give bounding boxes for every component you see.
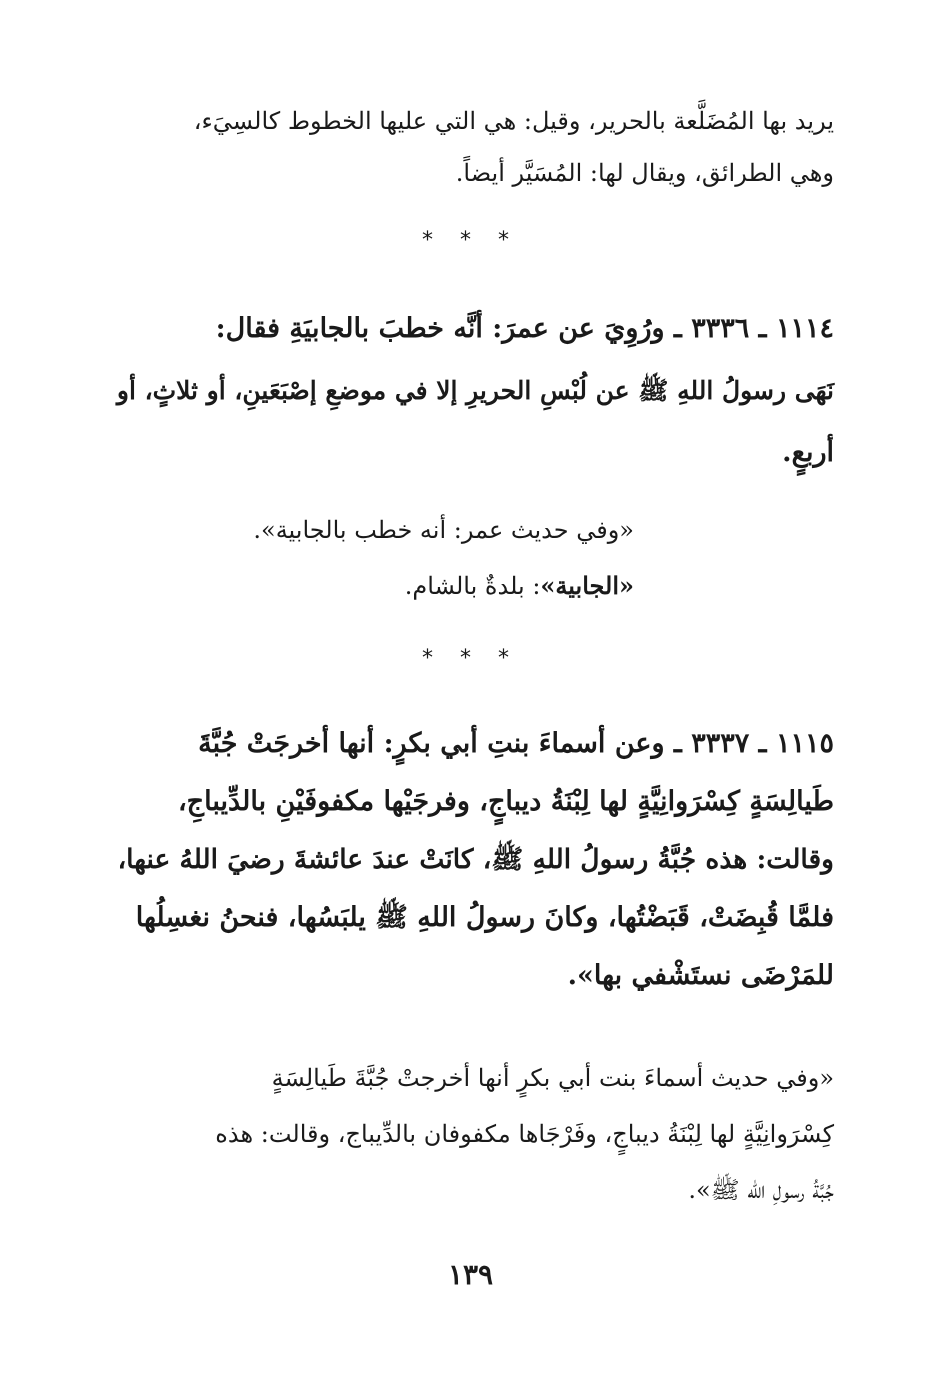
- page-number: ١٣٩: [447, 1258, 494, 1291]
- note-1115: [110, 1050, 834, 1218]
- note-1115-line-2: كِسْرَوانِيَّةٍ لها لِبْنَةُ ديباجٍ، وفَرْجَاها مكفوفان بالدِّيباج، وقالت: هذه: [215, 1120, 834, 1148]
- note-1114-line-2: [110, 558, 834, 614]
- intro-paragraph: [110, 95, 834, 199]
- note-1114-term: «الجابية»: [540, 571, 634, 600]
- intro-line-2: وهي الطرائق، ويقال لها: المُسَيَّر أيضاً.: [455, 159, 834, 187]
- note-1114-line-1: [110, 502, 834, 558]
- intro-line-1: يريد بها المُضَلَّعة بالحرير، وقيل: هي التي عليها الخطوط كالسِيَ‌ء،: [193, 107, 834, 135]
- hadith-1114: [110, 298, 834, 484]
- hadith-1115: [110, 715, 834, 1005]
- section-separator: * * *: [422, 228, 519, 253]
- hadith-1115-line-4: فلمَّا قُبِضَتْ، قَبَضْتُها، وكانَ رسولُ اللهِ ﷺ يلبَسُها، فنحنُ نغسِلُها: [135, 902, 834, 933]
- hadith-1114-line-3: أربعٍ.: [782, 437, 834, 468]
- note-1114-text-1: «وفي حديث عمر: أنه خطب بالجابية».: [253, 516, 634, 544]
- note-1114-definition: : بلدةٌ بالشام.: [404, 572, 541, 600]
- hadith-1114-line-1: ١١١٤ ـ ٣٣٣٦ ـ ورُوِيَ عن عمرَ: أنَّه خطبَ بالجابيَةِ فقال:: [215, 313, 834, 344]
- note-1115-line-1: «وفي حديث أسماءَ بنت أبي بكرٍ أنها أخرجتْ جُبَّةَ طَيالِسَةٍ: [271, 1064, 834, 1092]
- note-1115-line-3: جُبَّةُ رسولِ الله ﷺ».: [688, 1176, 834, 1204]
- hadith-1115-line-5: للمَرْضَى نستَشْفي بها».: [567, 960, 834, 991]
- hadith-1115-line-3: وقالت: هذه جُبَّةُ رسولُ اللهِ ﷺ، كانَتْ عندَ عائشةَ رضيَ اللهُ عنها،: [117, 844, 834, 875]
- hadith-1115-line-2: طَيالِسَةٍ كِسْرَوانِيَّةٍ لها لِبْنَةُ ديباجٍ، وفرجَيْها مكفوفَيْنِ بالدِّيباجِ،: [177, 786, 834, 817]
- section-separator-2: * * *: [422, 646, 519, 671]
- hadith-1115-line-1: ١١١٥ ـ ٣٣٣٧ ـ وعن أسماءَ بنتِ أبي بكرٍ: أنها أخرجَتْ جُبَّةَ: [198, 728, 834, 759]
- note-1114: [110, 502, 834, 614]
- hadith-1114-line-2: نَهَى رسولُ اللهِ ﷺ عن لُبْسِ الحريرِ إلا في موضعِ إصْبَعَينِ، أو ثلاثٍ، أو: [116, 376, 834, 405]
